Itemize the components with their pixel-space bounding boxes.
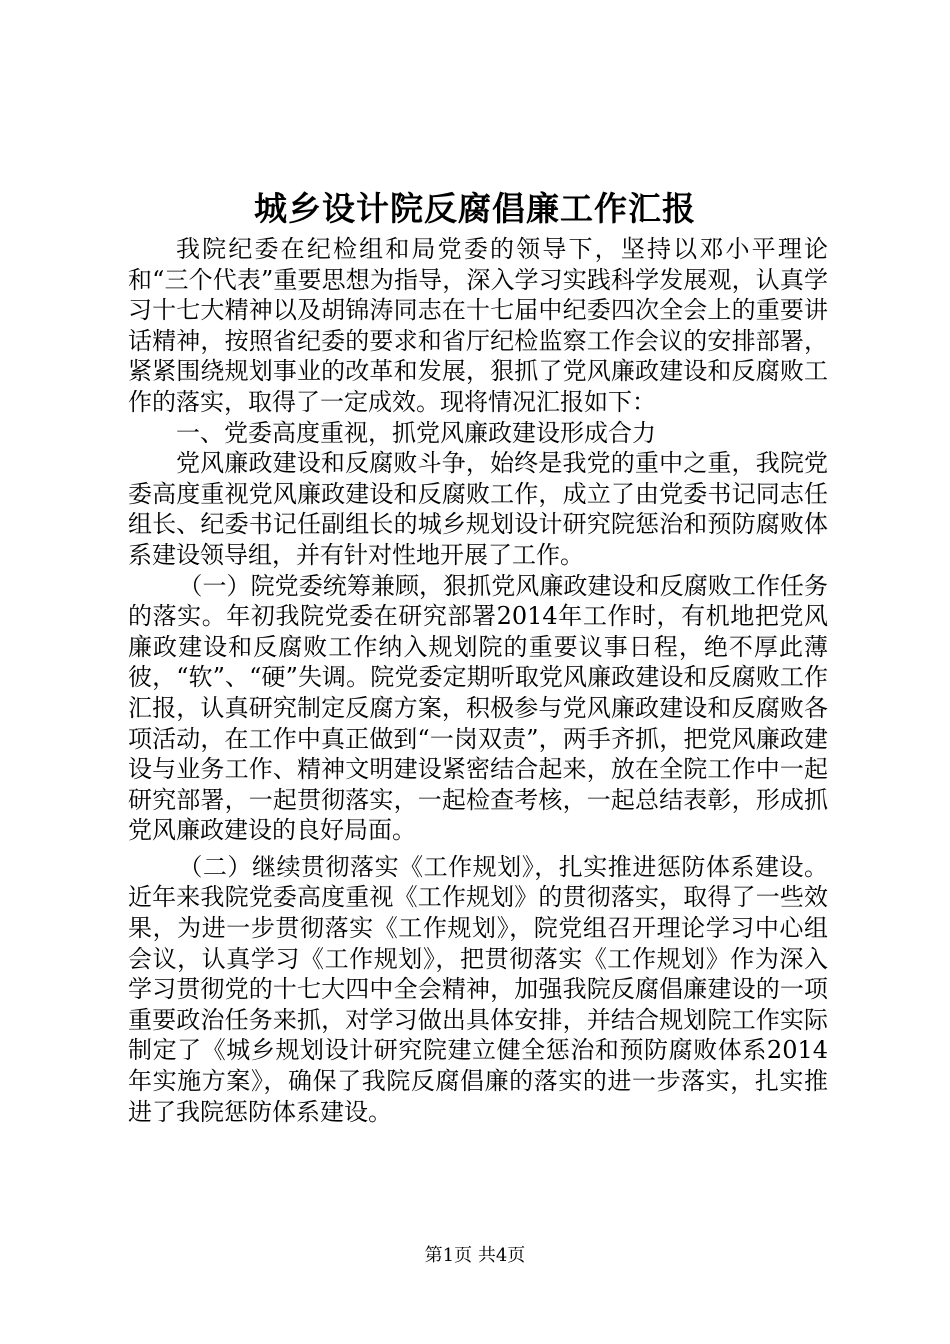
section-heading: 一、党委高度重视，抓党风廉政建设形成合力 [176, 418, 656, 447]
subsection-paragraph-2: （二）继续贯彻落实《工作规划》，扎实推进惩防体系建设。近年来我院党委高度重视《工作规划》的贯彻落实，取得了一些效果，为进一步贯彻落实《工作规划》，院党组召开理论学习中心组会议，认真学习《工作规划》，把贯彻落实《工作规划》作为深入学习贯彻党的十七大四中全会精神，加强我院反腐倡廉建设的一项重要政治任务来抓，对学习做出具体安排，并结合规划院工作实际制定了《城乡规划设计研究院建立健全惩治和预防腐败体系2014年实施方案》，确保了我院反腐倡廉的落实的进一步落实，扎实推进了我院惩防体系建设。 [128, 852, 828, 1126]
subsection-paragraph-1: （一）院党委统筹兼顾，狠抓党风廉政建设和反腐败工作任务的落实。年初我院党委在研究部署2014年工作时，有机地把党风廉政建设和反腐败工作纳入规划院的重要议事日程，绝不厚此薄彼，“软”、“硬”失调。院党委定期听取党风廉政建设和反腐败工作汇报，认真研究制定反腐方案，积极参与党风廉政建设和反腐败各项活动，在工作中真正做到“一岗双责”，两手齐抓，把党风廉政建设与业务工作、精神文明建设紧密结合起来，放在全院工作中一起研究部署，一起贯彻落实，一起检查考核，一起总结表彰，形成抓党风廉政建设的良好局面。 [128, 571, 828, 845]
body-paragraph: 党风廉政建设和反腐败斗争，始终是我党的重中之重，我院党委高度重视党风廉政建设和反腐败工作，成立了由党委书记同志任组长、纪委书记任副组长的城乡规划设计研究院惩治和预防腐败体系建设领导组，并有针对性地开展了工作。 [128, 449, 828, 569]
document-body [128, 234, 828, 1127]
page-footer: 第1页 共4页 [424, 1245, 526, 1266]
page-title: 城乡设计院反腐倡廉工作汇报 [254, 189, 696, 228]
intro-paragraph: 我院纪委在纪检组和局党委的领导下，坚持以邓小平理论和“三个代表”重要思想为指导，深入学习实践科学发展观，认真学习十七大精神以及胡锦涛同志在十七届中纪委四次全会上的重要讲话精神，按照省纪委的要求和省厅纪检监察工作会议的安排部署，紧紧围绕规划事业的改革和发展，狠抓了党风廉政建设和反腐败工作的落实，取得了一定成效。现将情况汇报如下： [128, 235, 828, 416]
